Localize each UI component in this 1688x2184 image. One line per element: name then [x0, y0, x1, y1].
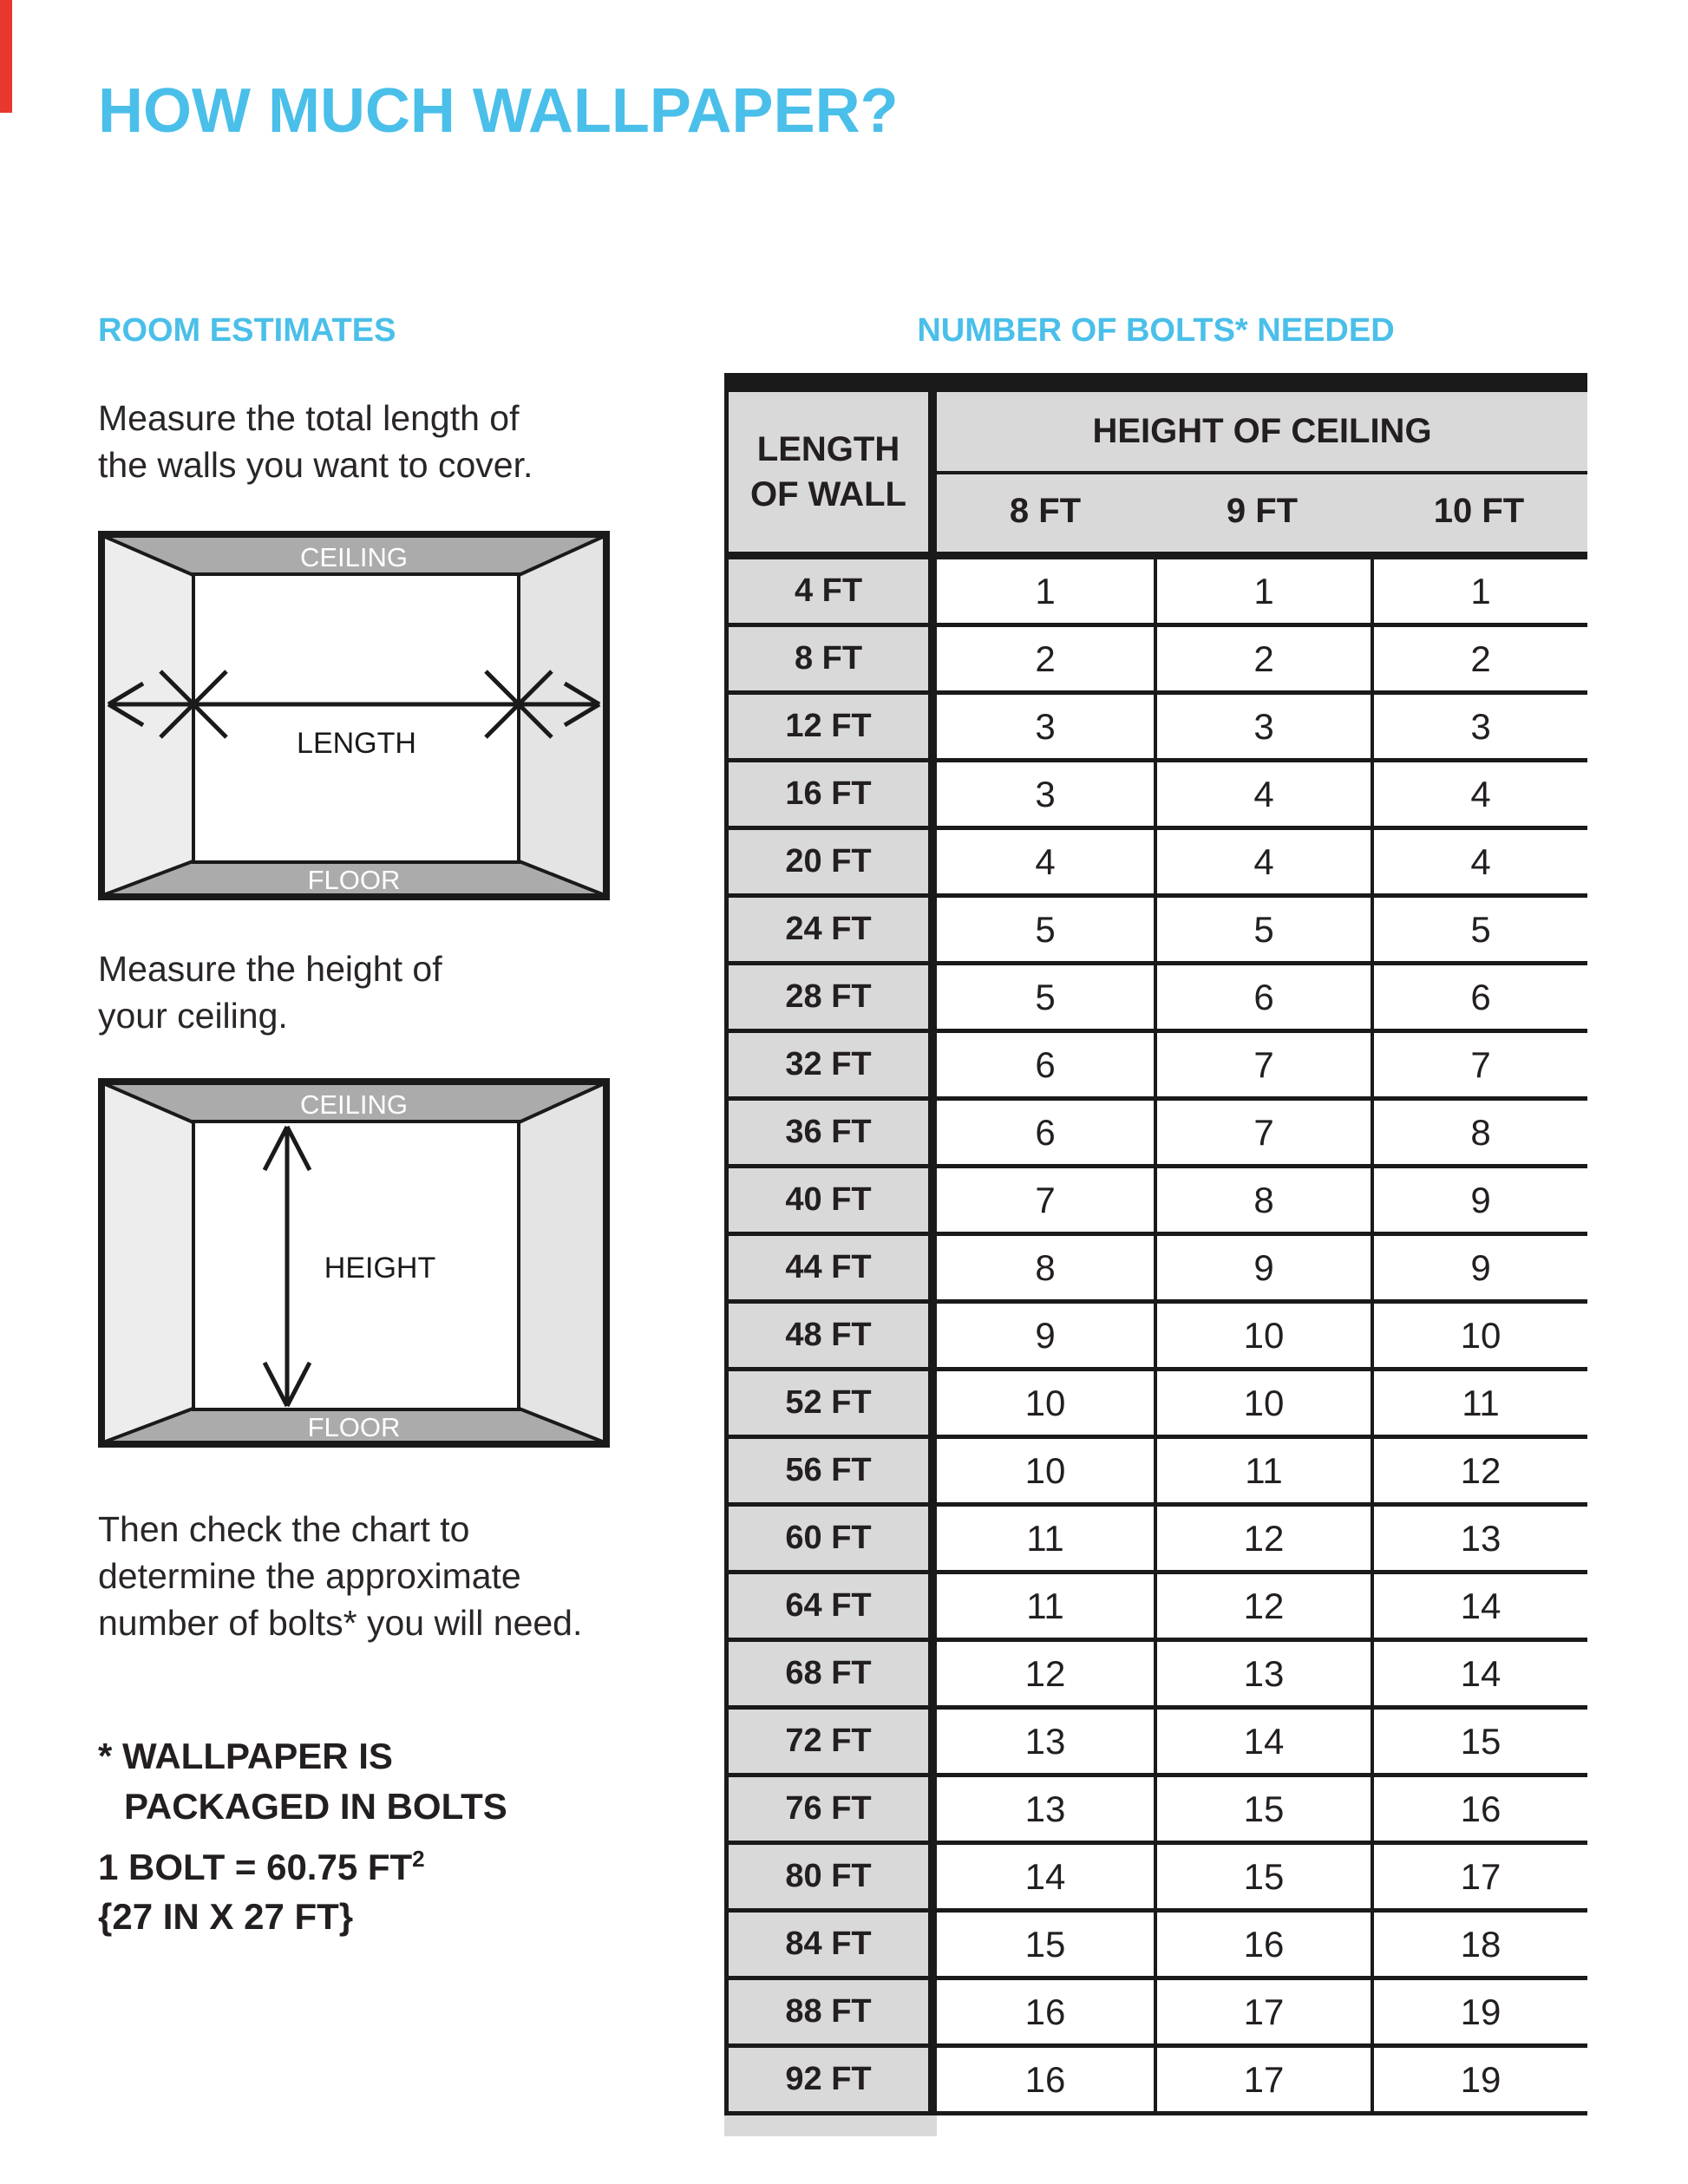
- table-row: [724, 1913, 1587, 1980]
- bolt-count-cell: 12: [937, 1642, 1154, 1705]
- bolt-count-cell: 14: [937, 1845, 1154, 1908]
- wall-length-label: 36 FT: [724, 1101, 937, 1164]
- height-of-ceiling-header: HEIGHT OF CEILING: [937, 392, 1587, 474]
- table-row: [724, 1845, 1587, 1913]
- table-row: [724, 695, 1587, 762]
- step1-line1: Measure the total length of: [98, 398, 520, 438]
- bolt-count-cell: 11: [937, 1507, 1154, 1570]
- bolt-count-cell: 3: [1154, 695, 1371, 758]
- wall-length-label: 4 FT: [724, 559, 937, 623]
- bolt-count-cell: 8: [937, 1236, 1154, 1299]
- wall-length-label: 52 FT: [724, 1371, 937, 1435]
- wall-length-label: 12 FT: [724, 695, 937, 758]
- table-row: [724, 1574, 1587, 1642]
- bolt-count-cell: 19: [1371, 2048, 1587, 2111]
- footnote-line2: PACKAGED IN BOLTS: [124, 1785, 507, 1827]
- bolt-count-cell: 14: [1371, 1642, 1587, 1705]
- bolt-count-cell: 15: [1154, 1777, 1371, 1841]
- bolt-count-cell: 8: [1371, 1101, 1587, 1164]
- step2-instruction: [98, 945, 442, 1039]
- bolt-count-cell: 5: [1371, 898, 1587, 961]
- floor-label: FLOOR: [307, 865, 401, 895]
- step2-line2: your ceiling.: [98, 996, 288, 1036]
- wall-length-label: 32 FT: [724, 1033, 937, 1096]
- column-header-8ft: 8 FT: [1009, 492, 1082, 530]
- bolt-count-cell: 14: [1154, 1710, 1371, 1773]
- table-row: [724, 1777, 1587, 1845]
- bolt-count-cell: 18: [1371, 1913, 1587, 1976]
- bolt-count-cell: 4: [1371, 830, 1587, 893]
- wall-length-label: 44 FT: [724, 1236, 937, 1299]
- bolt-count-cell: 5: [1154, 898, 1371, 961]
- bolt-count-cell: 4: [1154, 830, 1371, 893]
- table-row: [724, 2048, 1587, 2115]
- bolt-count-cell: 19: [1371, 1980, 1587, 2043]
- bolt-count-cell: 7: [1154, 1101, 1371, 1164]
- bolt-count-cell: 16: [937, 1980, 1154, 2043]
- bolt-count-cell: 10: [1154, 1304, 1371, 1367]
- wall-length-label: 56 FT: [724, 1439, 937, 1502]
- ceiling-label: CEILING: [299, 542, 409, 572]
- bolt-count-cell: 11: [1371, 1371, 1587, 1435]
- wall-length-label: 40 FT: [724, 1168, 937, 1232]
- bolt-count-cell: 10: [1371, 1304, 1587, 1367]
- bolt-count-cell: 12: [1154, 1507, 1371, 1570]
- bolt-equation-superscript: 2: [412, 1846, 425, 1872]
- wall-length-label: 20 FT: [724, 830, 937, 893]
- bolt-count-cell: 9: [937, 1304, 1154, 1367]
- wall-length-label: 76 FT: [724, 1777, 937, 1841]
- room-estimates-heading: ROOM ESTIMATES: [98, 312, 396, 349]
- bolt-count-cell: 7: [1371, 1033, 1587, 1096]
- table-row: [724, 898, 1587, 965]
- table-row: [724, 1710, 1587, 1777]
- wall-length-label: 28 FT: [724, 965, 937, 1029]
- bolt-count-cell: 16: [937, 2048, 1154, 2111]
- height-label: HEIGHT: [324, 1252, 436, 1285]
- bolt-count-cell: 6: [1154, 965, 1371, 1029]
- length-label: LENGTH: [297, 727, 416, 760]
- bolts-footnote: [98, 1731, 507, 1832]
- table-row: [724, 1304, 1587, 1371]
- bolt-count-cell: 3: [937, 695, 1154, 758]
- step3-line3: number of bolts* you will need.: [98, 1603, 583, 1644]
- bolt-count-cell: 3: [937, 762, 1154, 826]
- wall-length-label: 48 FT: [724, 1304, 937, 1367]
- height-of-ceiling-header-group: [937, 392, 1587, 552]
- wall-length-label: 92 FT: [724, 2048, 937, 2111]
- bolt-count-cell: 14: [1371, 1574, 1587, 1638]
- bolt-count-cell: 17: [1154, 1980, 1371, 2043]
- table-row: [724, 830, 1587, 898]
- bolt-count-cell: 10: [1154, 1371, 1371, 1435]
- bolt-count-cell: 13: [1371, 1507, 1587, 1570]
- table-row: [724, 1371, 1587, 1439]
- bolt-count-cell: 16: [1371, 1777, 1587, 1841]
- length-of-wall-line1: LENGTH: [756, 430, 900, 468]
- bolts-table: [724, 373, 1587, 2136]
- bolt-count-cell: 13: [937, 1777, 1154, 1841]
- page-title: HOW MUCH WALLPAPER?: [98, 76, 899, 146]
- bolt-count-cell: 11: [937, 1574, 1154, 1638]
- table-row: [724, 1507, 1587, 1574]
- bolt-count-cell: 4: [1154, 762, 1371, 826]
- table-bottom-tab: [724, 2115, 937, 2136]
- bolt-equation-text: 1 BOLT = 60.75 FT: [98, 1847, 413, 1887]
- wall-length-label: 60 FT: [724, 1507, 937, 1570]
- bolt-count-cell: 11: [1154, 1439, 1371, 1502]
- bolt-count-cell: 7: [1154, 1033, 1371, 1096]
- table-header: [724, 392, 1587, 559]
- wall-length-label: 8 FT: [724, 627, 937, 690]
- bolt-count-cell: 5: [937, 898, 1154, 961]
- bolts-table-heading: NUMBER OF BOLTS* NEEDED: [917, 312, 1395, 349]
- step3-line2: determine the approximate: [98, 1556, 521, 1597]
- back-wall-panel: [193, 574, 519, 862]
- page-corner-print-mark: [0, 0, 12, 113]
- bolt-count-cell: 1: [1154, 559, 1371, 623]
- wall-length-label: 24 FT: [724, 898, 937, 961]
- bolt-count-cell: 13: [1154, 1642, 1371, 1705]
- step3-line1: Then check the chart to: [98, 1509, 470, 1549]
- bolt-count-cell: 4: [937, 830, 1154, 893]
- bolt-count-cell: 15: [937, 1913, 1154, 1976]
- bolt-count-cell: 1: [1371, 559, 1587, 623]
- bolt-count-cell: 15: [1371, 1710, 1587, 1773]
- wall-length-label: 84 FT: [724, 1913, 937, 1976]
- step3-instruction: [98, 1506, 582, 1646]
- bolt-count-cell: 12: [1154, 1574, 1371, 1638]
- left-wall-panel: [101, 1082, 193, 1444]
- bolts-table-body: [724, 559, 1587, 2115]
- bolt-count-cell: 4: [1371, 762, 1587, 826]
- bolt-count-cell: 2: [1154, 627, 1371, 690]
- ceiling-height-columns: [937, 474, 1587, 548]
- table-row: [724, 1101, 1587, 1168]
- step1-line2: the walls you want to cover.: [98, 445, 533, 486]
- bolt-count-cell: 13: [937, 1710, 1154, 1773]
- wall-length-label: 80 FT: [724, 1845, 937, 1908]
- wall-length-label: 88 FT: [724, 1980, 937, 2043]
- table-row: [724, 965, 1587, 1033]
- bolt-count-cell: 5: [937, 965, 1154, 1029]
- bolt-count-cell: 6: [937, 1101, 1154, 1164]
- bolt-count-cell: 7: [937, 1168, 1154, 1232]
- bolt-count-cell: 9: [1154, 1236, 1371, 1299]
- column-header-10ft: 10 FT: [1433, 492, 1525, 530]
- bolt-count-cell: 2: [937, 627, 1154, 690]
- wall-length-label: 72 FT: [724, 1710, 937, 1773]
- bolt-count-cell: 10: [937, 1439, 1154, 1502]
- table-row: [724, 559, 1587, 627]
- room-height-diagram: [98, 1078, 610, 1448]
- bolt-count-cell: 8: [1154, 1168, 1371, 1232]
- wall-length-label: 68 FT: [724, 1642, 937, 1705]
- table-row: [724, 1236, 1587, 1304]
- bolt-count-cell: 17: [1154, 2048, 1371, 2111]
- bolt-count-cell: 1: [937, 559, 1154, 623]
- table-row: [724, 1439, 1587, 1507]
- bolt-count-cell: 10: [937, 1371, 1154, 1435]
- table-row: [724, 1033, 1587, 1101]
- bolt-count-cell: 12: [1371, 1439, 1587, 1502]
- wall-length-label: 64 FT: [724, 1574, 937, 1638]
- floor-label: FLOOR: [307, 1412, 401, 1442]
- wall-length-label: 16 FT: [724, 762, 937, 826]
- bolt-count-cell: 16: [1154, 1913, 1371, 1976]
- length-of-wall-line2: OF WALL: [750, 475, 906, 513]
- table-top-bar: [724, 373, 1587, 392]
- bolt-count-cell: 9: [1371, 1236, 1587, 1299]
- table-row: [724, 627, 1587, 695]
- footnote-line1: * WALLPAPER IS: [98, 1736, 393, 1776]
- bolt-count-cell: 9: [1371, 1168, 1587, 1232]
- bolt-count-cell: 2: [1371, 627, 1587, 690]
- bolt-equation: [98, 1846, 425, 1888]
- table-row: [724, 1168, 1587, 1236]
- bolt-count-cell: 6: [1371, 965, 1587, 1029]
- bolt-count-cell: 3: [1371, 695, 1587, 758]
- table-row: [724, 762, 1587, 830]
- bolt-count-cell: 6: [937, 1033, 1154, 1096]
- step1-instruction: [98, 395, 533, 488]
- room-length-diagram: [98, 531, 610, 900]
- table-row: [724, 1642, 1587, 1710]
- column-header-9ft: 9 FT: [1226, 492, 1299, 530]
- bolt-dimensions: {27 IN X 27 FT}: [98, 1896, 354, 1937]
- ceiling-label: CEILING: [299, 1089, 409, 1120]
- step2-line1: Measure the height of: [98, 949, 442, 989]
- bolt-count-cell: 15: [1154, 1845, 1371, 1908]
- bolt-count-cell: 17: [1371, 1845, 1587, 1908]
- right-wall-panel: [519, 1082, 606, 1444]
- table-row: [724, 1980, 1587, 2048]
- length-of-wall-header: [724, 392, 937, 552]
